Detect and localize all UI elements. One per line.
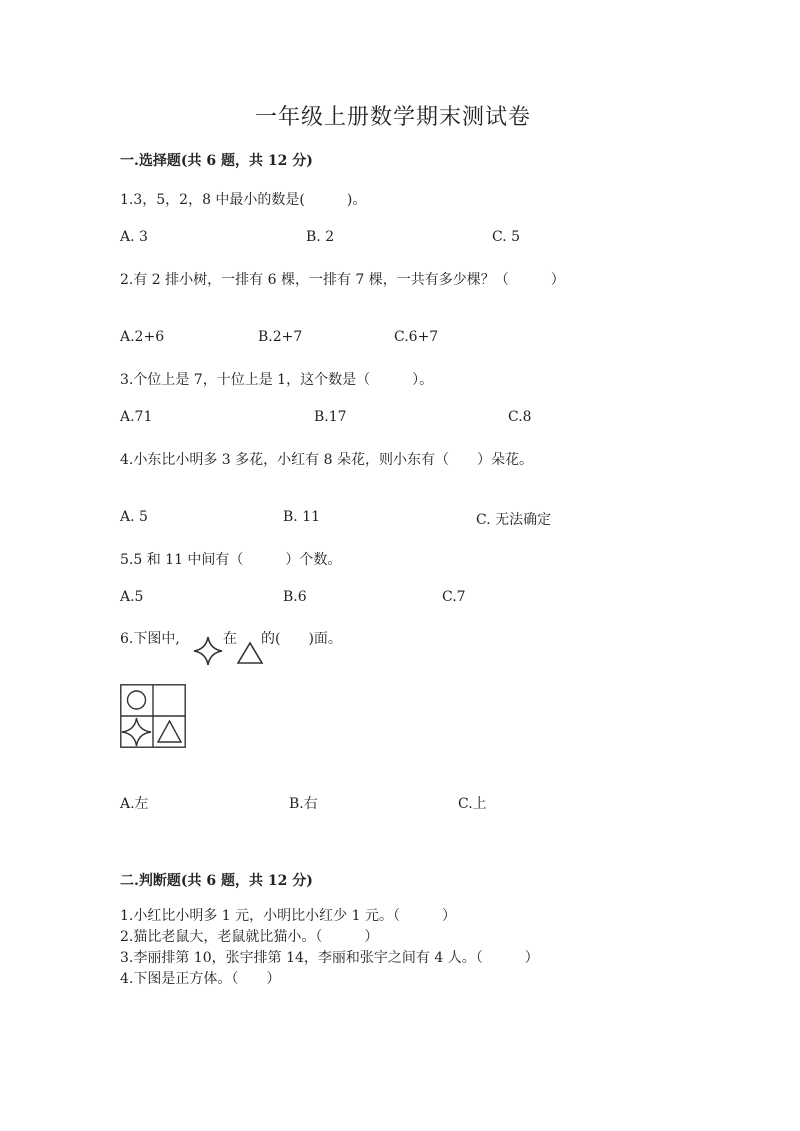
question-3-option-c: C.8 xyxy=(508,409,532,425)
triangle-icon xyxy=(158,721,181,742)
question-6-option-c: C.上 xyxy=(458,796,487,812)
question-6-stem-part-3: 的( )面。 xyxy=(261,631,342,647)
question-2-option-a: A.2+6 xyxy=(120,329,165,345)
question-3-option-a: A.71 xyxy=(120,409,153,425)
question-3-option-b: B.17 xyxy=(314,409,347,425)
question-4-option-c: C. 无法确定 xyxy=(476,512,552,528)
section-1-heading: 一.选择题(共 6 题，共 12 分) xyxy=(120,153,313,169)
page-title: 一年级上册数学期末测试卷 xyxy=(255,105,532,130)
question-3-stem: 3.个位上是 7，十位上是 1，这个数是（ ）。 xyxy=(120,372,434,388)
question-5-stem: 5.5 和 11 中间有（ ）个数。 xyxy=(120,552,342,568)
question-6-stem-part-1: 6.下图中, xyxy=(120,631,180,647)
judge-question-1: 1.小红比小明多 1 元，小明比小红少 1 元。（ ） xyxy=(120,908,456,924)
question-6-stem-part-2: 在 xyxy=(223,631,237,647)
question-1-option-c: C. 5 xyxy=(492,229,521,245)
question-1-option-a: A. 3 xyxy=(120,229,148,245)
judge-question-4: 4.下图是正方体。（ ） xyxy=(120,971,281,987)
four-point-star-icon xyxy=(193,636,223,666)
question-5-option-c: C.7 xyxy=(442,589,466,605)
judge-question-3: 3.李丽排第 10，张宇排第 14，李丽和张宇之间有 4 人。（ ） xyxy=(120,950,539,966)
position-grid xyxy=(120,684,186,748)
question-4-option-b: B. 11 xyxy=(283,509,321,525)
circle-icon xyxy=(128,691,146,709)
question-1-stem: 1.3，5，2，8 中最小的数是( )。 xyxy=(120,192,367,208)
question-2-option-b: B.2+7 xyxy=(258,329,303,345)
question-6-option-b: B.右 xyxy=(289,796,318,812)
four-point-star-icon xyxy=(122,718,151,746)
question-5-option-a: A.5 xyxy=(120,589,144,605)
judge-question-2: 2.猫比老鼠大，老鼠就比猫小。（ ） xyxy=(120,929,379,945)
question-6-option-a: A.左 xyxy=(120,796,149,812)
question-1-option-b: B. 2 xyxy=(306,229,335,245)
question-4-stem: 4.小东比小明多 3 多花，小红有 8 朵花，则小东有（ ）朵花。 xyxy=(120,452,533,468)
question-4-option-a: A. 5 xyxy=(120,509,148,525)
question-2-option-c: C.6+7 xyxy=(394,329,439,345)
question-2-stem: 2.有 2 排小树，一排有 6 棵，一排有 7 棵，一共有多少棵？（ ） xyxy=(120,272,565,288)
triangle-icon xyxy=(236,641,264,665)
question-5-option-b: B.6 xyxy=(283,589,307,605)
section-2-heading: 二.判断题(共 6 题，共 12 分) xyxy=(120,873,313,889)
